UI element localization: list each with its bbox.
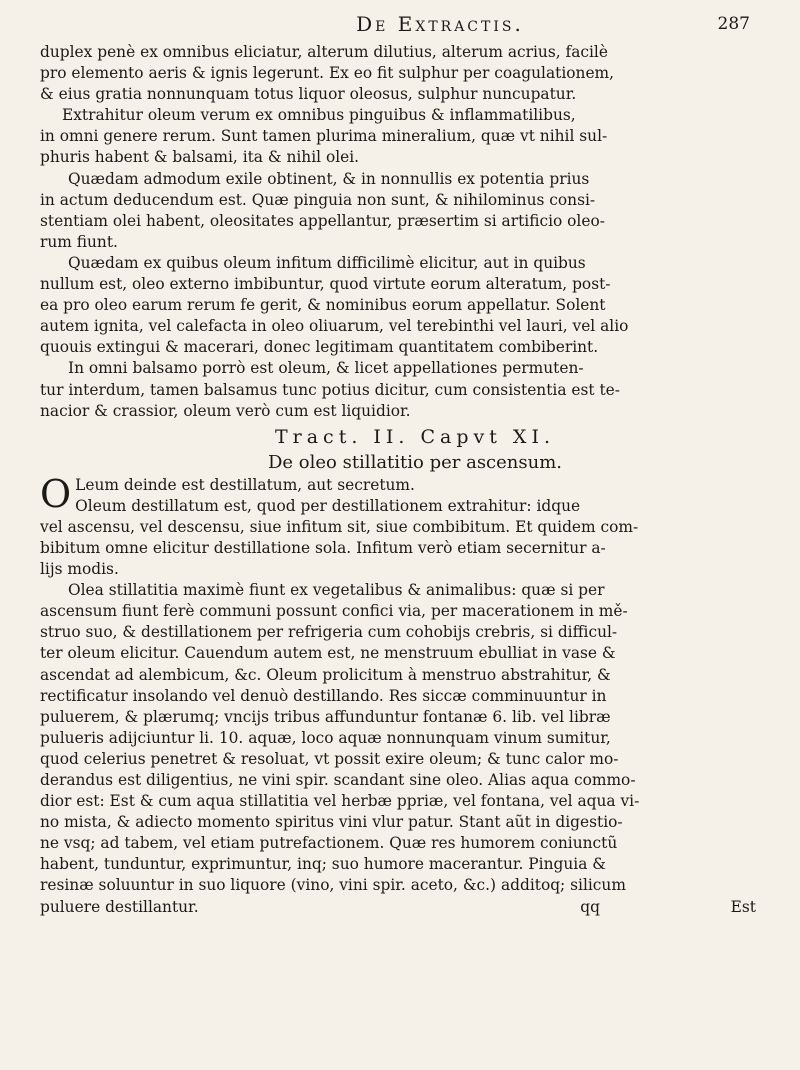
running-head: De Extractis. [356,12,524,36]
text-line: in actum deducendum est. Quæ pinguia non sunt, & nihilominus consi- [40,190,596,209]
text-line: vel ascensu, vel descensu, siue infitum sit, siue combibitum. Et quidem com- [40,517,639,536]
text-line: duplex penè ex omnibus eliciatur, alterum dilutius, alterum acrius, facilè [40,43,608,61]
paragraph [40,253,770,358]
text-line: pulueris adijciuntur li. 10. aquæ, loco aquæ nonnunquam vinum sumitur, [40,728,611,747]
text-line: Extrahitur oleum verum ex omnibus pinguibus & inflammatilibus, [62,106,576,125]
text-line: autem ignita, vel calefacta in oleo oliuarum, vel terebinthi vel lauri, vel alio [40,317,629,336]
text-line: no mista, & adiecto momento spiritus vini vlur patur. Stant aũt in digestio- [40,813,623,832]
page-number: 287 [717,14,750,34]
text-line: ascendat ad alembicum, &c. Oleum prolicitum à menstruo abstrahitur, & [40,665,611,684]
text-line: rectificatur insolando vel denuò destillando. Res siccæ comminuuntur in [40,686,607,705]
paragraph [40,471,770,580]
text-line: ne vsq; ad tabem, vel etiam putrefactionem. Quæ res humorem coniunctũ [40,834,618,853]
text-line: Quædam admodum exile obtinent, & in nonnullis ex potentia prius [68,169,590,188]
text-line: Leum deinde est destillatum, aut secretum. [75,475,415,494]
text-line: quod celerius penetret & resoluat, vt possit exire oleum; & tunc calor mo- [40,749,619,768]
text-line: tur interdum, tamen balsamus tunc potius dicitur, cum consistentia est te- [40,380,620,399]
chapter-subheading: De oleo stillatitio per ascensum. [267,451,563,473]
text-line: in omni genere rerum. Sunt tamen plurima mineralium, quæ vt nihil sul- [40,127,608,146]
catchword: Est [730,897,756,916]
text-line: resinæ soluuntur in suo liquore (vino, vini spir. aceto, &c.) additoq; silicum [40,876,626,895]
text-line: pro elemento aeris & ignis legerunt. Ex eo fit sulphur per coagulationem, [40,64,615,83]
text-line: Oleum destillatum est, quod per destillationem extrahitur: idque [75,496,581,515]
body-text [40,42,770,918]
text-line: nacior & crassior, oleum verò cum est liquidior. [40,401,411,420]
text-line: puluerem, & plærumq; vncijs tribus affunduntur fontanæ 6. lib. vel libræ [40,707,611,726]
text-line: phuris habent & balsami, ita & nihil olei. [40,148,360,167]
text-line: nullum est, oleo externo imbibuntur, quod virtute eorum alteratum, post- [40,275,611,294]
page-header [0,8,800,40]
last-line-row [40,897,770,918]
text-line: ea pro oleo earum rerum fe gerit, & nominibus eorum appellatur. Solent [40,296,606,315]
text-line: stentiam olei habent, oleositates appellantur, præsertim si artificio oleo- [40,211,605,230]
text-line: quouis extingui & macerari, donec legitimam quantitatem combiberint. [40,338,599,357]
paragraph [40,42,770,169]
signature-mark: qq [580,897,600,916]
text-line: lijs modis. [40,560,119,579]
text-line: & eius gratia nonnunquam totus liquor oleosus, sulphur nuncupatur. [40,85,577,104]
text-line: rum fiunt. [40,232,118,251]
chapter-heading: Tract. II. Capvt XI. [274,425,556,448]
text-line: Quædam ex quibus oleum infitum difficilimè elicitur, aut in quibus [68,253,586,272]
paragraph [40,169,770,253]
text-line: struo suo, & destillationem per refrigeria cum cohobijs crebris, si difficul- [40,623,618,642]
paragraph [40,580,770,918]
text-line: dior est: Est & cum aqua stillatitia vel herbæ ppriæ, vel fontana, vel aqua vi- [40,792,640,811]
drop-cap: O [40,471,72,516]
text-line: ter oleum elicitur. Cauendum autem est, ne menstruum ebulliat in vase & [40,644,616,663]
paragraph [40,358,770,421]
text-line: Olea stillatitia maximè fiunt ex vegetalibus & animalibus: quæ si per [68,581,605,600]
text-line: puluere destillantur. [40,897,199,916]
text-line: bibitum omne elicitur destillatione sola. Infitum verò etiam secernitur a- [40,538,606,557]
text-line: ascensum fiunt ferè communi possunt confici via, per macerationem in mě- [40,602,628,621]
text-line: derandus est diligentius, ne vini spir. scandant sine oleo. Alias aqua commo- [40,771,636,789]
text-line: habent, tunduntur, exprimuntur, inq; suo humore macerantur. Pinguia & [40,855,606,874]
text-line: In omni balsamo porrò est oleum, & licet appellationes permuten- [68,359,584,378]
